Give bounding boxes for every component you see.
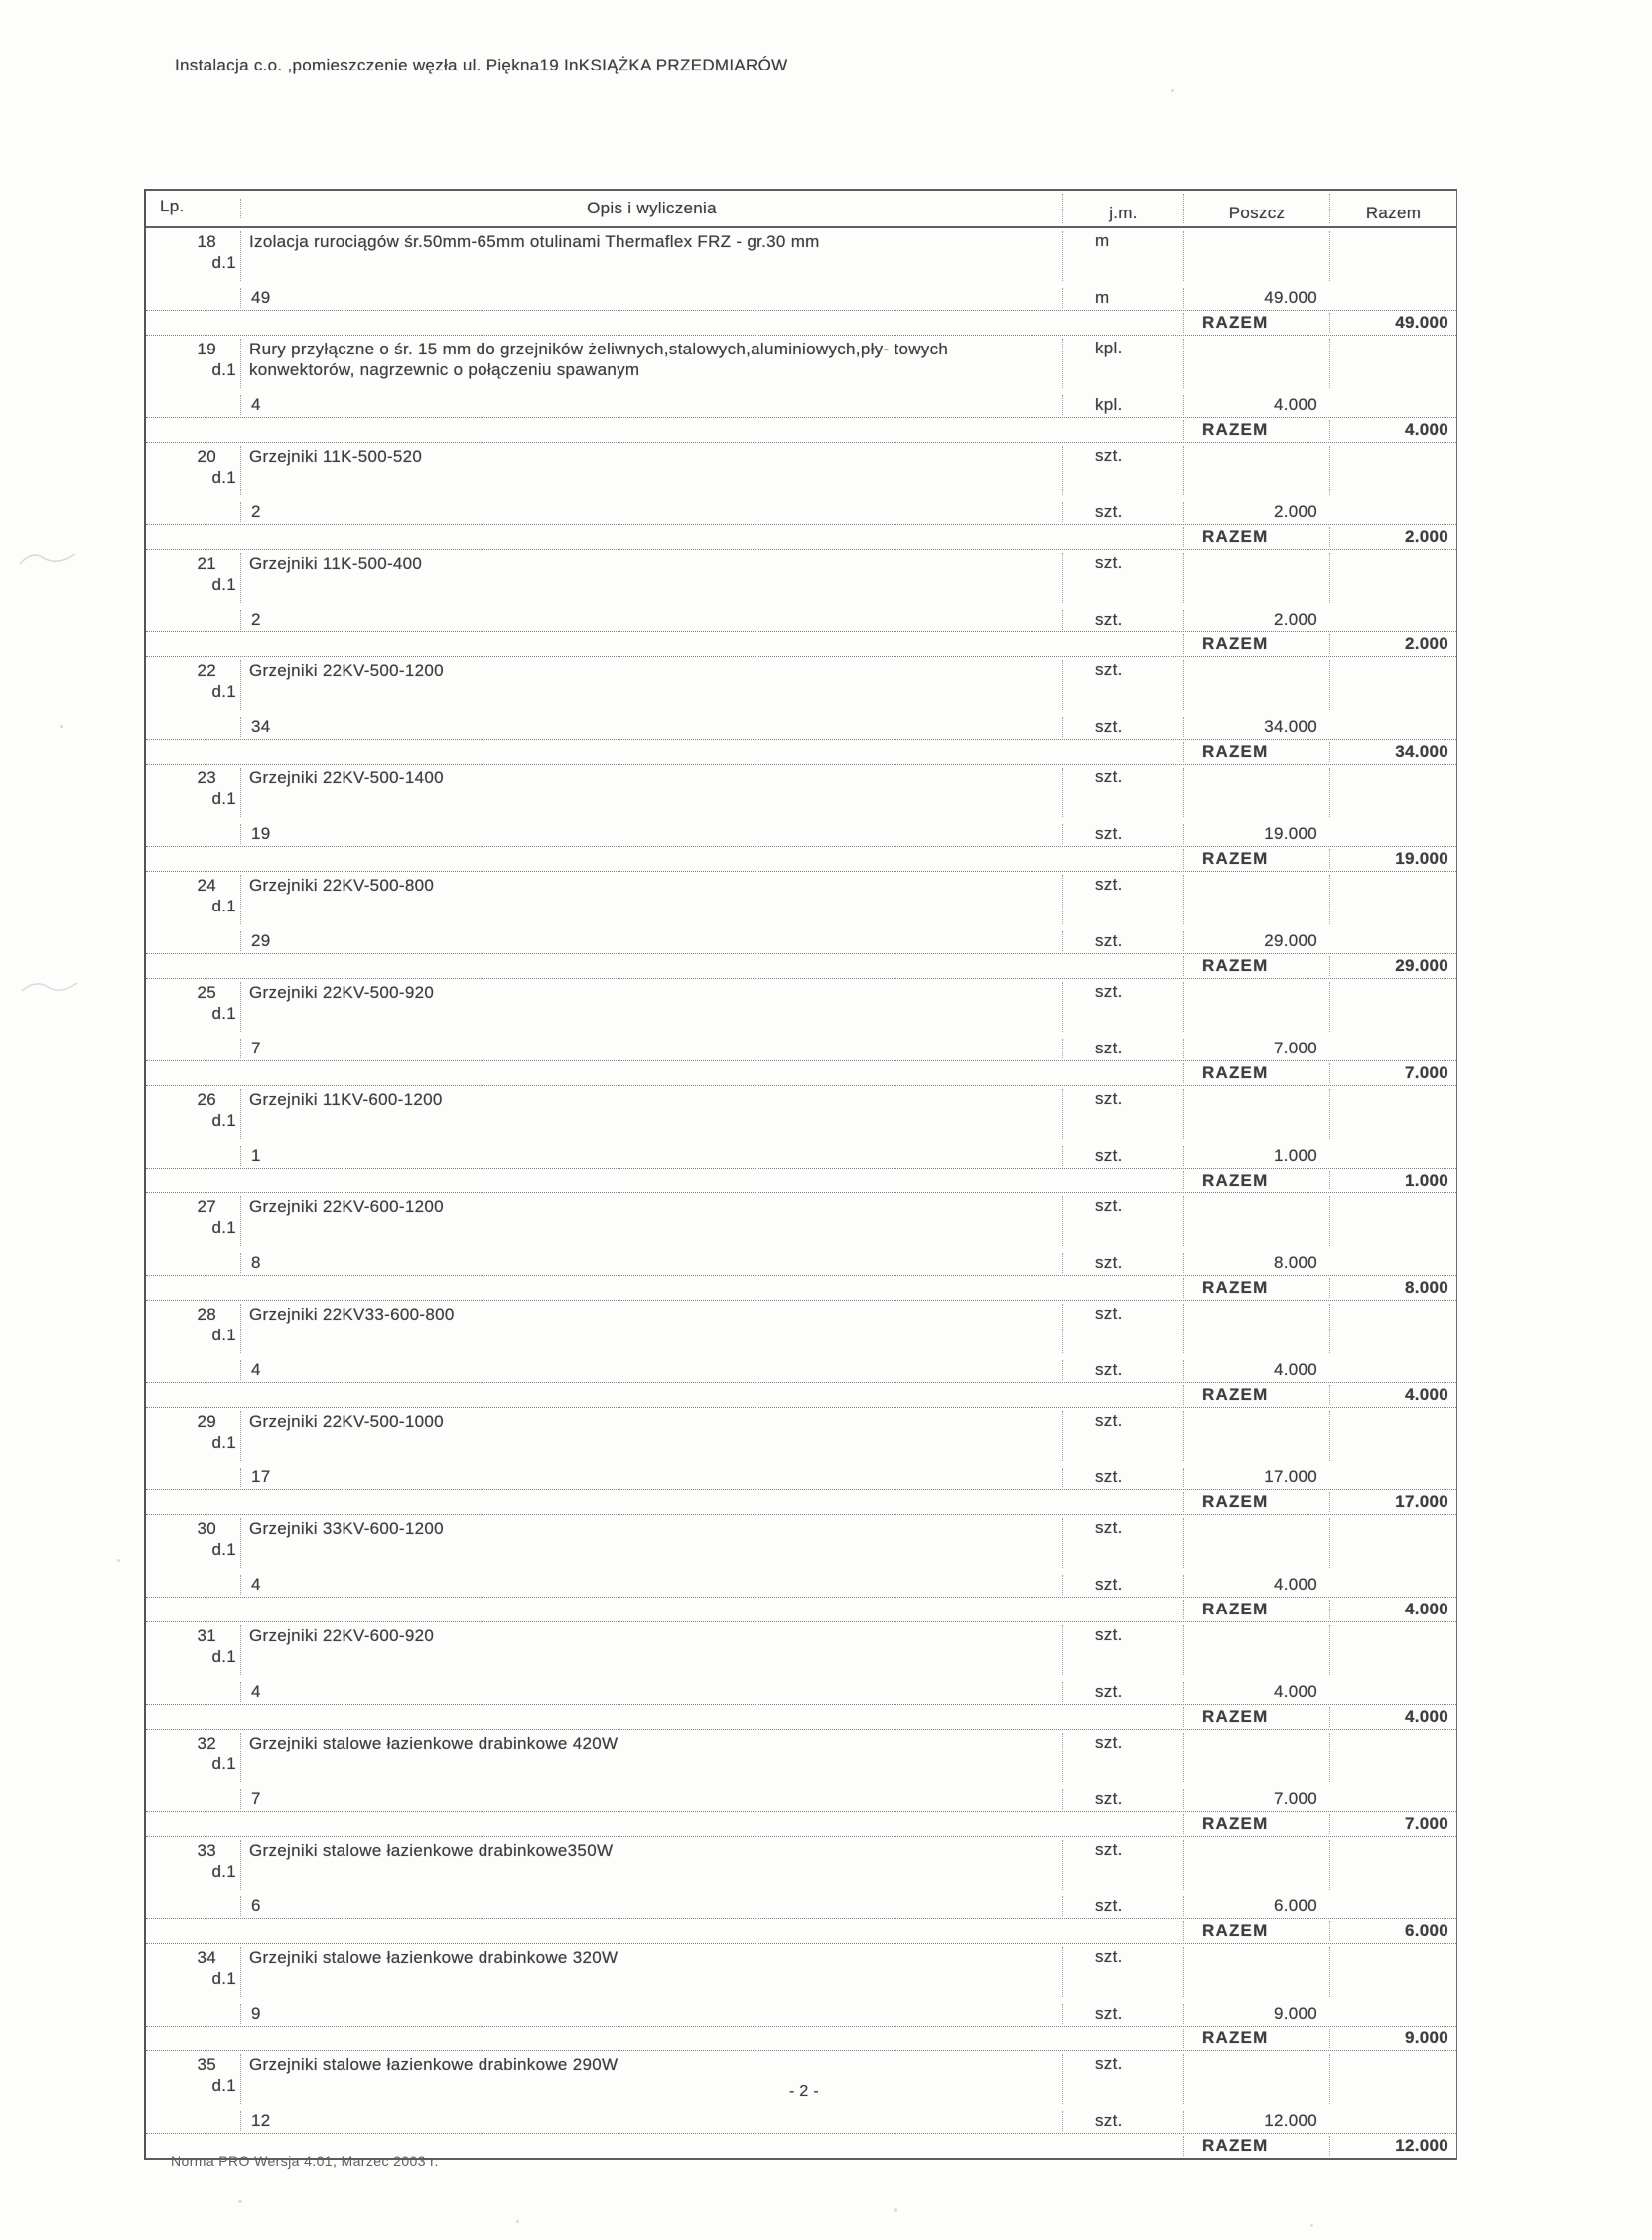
row-poszcz-value: 9.000 [1183,2004,1329,2024]
row-d1: d.1 [211,468,236,487]
row-quantity: 2 [240,610,1062,630]
row-razem-label: RAZEM [1183,1278,1329,1298]
row-quantity: 4 [240,395,1062,415]
table-row [146,1086,1456,1193]
row-d1: d.1 [211,789,236,808]
row-unit: szt. [1062,1196,1183,1246]
col-header-poszcz: Poszcz [1183,194,1329,223]
row-description: Grzejniki stalowe łazienkowe drabinkowe 420W [249,1734,619,1752]
row-unit-repeat: szt. [1062,610,1183,630]
row-lp: 33 [197,1841,216,1860]
row-razem-label: RAZEM [1183,849,1329,869]
row-razem-value: 2.000 [1329,634,1456,654]
row-lp: 20 [197,447,216,466]
table-row [146,550,1456,657]
row-quantity: 29 [240,931,1062,951]
row-poszcz-value: 7.000 [1183,1039,1329,1058]
row-razem-label: RAZEM [1183,956,1329,976]
scan-artifact [117,1559,120,1562]
row-razem-value: 4.000 [1329,1385,1456,1405]
row-razem-label: RAZEM [1183,527,1329,547]
table-body [146,228,1456,2158]
row-poszcz-value: 29.000 [1183,931,1329,951]
row-d1: d.1 [211,1111,236,1130]
scan-artifact [238,2200,242,2203]
row-quantity: 4 [240,1682,1062,1702]
row-lp: 31 [197,1626,216,1645]
scan-artifact [18,971,89,1001]
row-unit: szt. [1062,1625,1183,1675]
row-unit: szt. [1062,1411,1183,1461]
page-number: - 2 - [789,2083,819,2100]
row-lp: 21 [197,554,216,573]
row-lp: 19 [197,340,216,358]
row-razem-value: 4.000 [1329,420,1456,440]
row-quantity: 6 [240,1896,1062,1916]
row-d1: d.1 [211,360,236,379]
row-unit: szt. [1062,1733,1183,1782]
row-d1: d.1 [211,253,236,272]
row-razem-value: 12.000 [1329,2136,1456,2156]
przedmiar-table [144,189,1457,2160]
row-description: Izolacja rurociągów śr.50mm-65mm otulinami Thermaflex FRZ - gr.30 mm [249,232,820,251]
row-description: Grzejniki 22KV-500-1000 [249,1412,444,1431]
row-unit: szt. [1062,1304,1183,1353]
row-razem-label: RAZEM [1183,420,1329,440]
row-unit-repeat: szt. [1062,1360,1183,1380]
row-lp: 35 [197,2055,216,2074]
row-lp: 28 [197,1305,216,1324]
row-description: Grzejniki 11K-500-520 [249,447,423,466]
row-razem-value: 6.000 [1329,1921,1456,1941]
row-unit: szt. [1062,1840,1183,1890]
row-unit-repeat: szt. [1062,1682,1183,1702]
row-unit-repeat: szt. [1062,1896,1183,1916]
col-header-lp: Lp. [160,197,185,215]
row-unit: szt. [1062,446,1183,495]
row-d1: d.1 [211,1647,236,1666]
table-row [146,1301,1456,1408]
row-quantity: 2 [240,502,1062,522]
footer-note: Norma PRO Wersja 4.01, Marzec 2003 r. [171,2153,439,2169]
row-unit-repeat: kpl. [1062,395,1183,415]
row-unit-repeat: szt. [1062,1468,1183,1487]
table-row [146,657,1456,765]
row-unit: szt. [1062,660,1183,710]
row-quantity: 34 [240,717,1062,737]
row-lp: 22 [197,661,216,680]
row-description: Grzejniki stalowe łazienkowe drabinkowe 290W [249,2055,619,2074]
row-razem-label: RAZEM [1183,1921,1329,1941]
table-row [146,2051,1456,2158]
table-row [146,979,1456,1086]
row-poszcz-value: 2.000 [1183,610,1329,630]
row-lp: 29 [197,1412,216,1431]
row-quantity: 1 [240,1146,1062,1166]
row-lp: 26 [197,1090,216,1109]
row-razem-value: 9.000 [1329,2029,1456,2048]
row-description: Grzejniki stalowe łazienkowe drabinkowe 320W [249,1948,619,1967]
row-poszcz-value: 6.000 [1183,1896,1329,1916]
row-description: Grzejniki stalowe łazienkowe drabinkowe350W [249,1841,614,1860]
row-razem-value: 7.000 [1329,1063,1456,1083]
row-poszcz-value: 49.000 [1183,288,1329,308]
table-row [146,765,1456,872]
row-unit: m [1062,231,1183,281]
table-row [146,1622,1456,1730]
row-d1: d.1 [211,1218,236,1237]
row-unit-repeat: szt. [1062,1039,1183,1058]
row-unit: szt. [1062,875,1183,924]
row-poszcz-value: 19.000 [1183,824,1329,844]
row-poszcz-value: 8.000 [1183,1253,1329,1273]
row-razem-value: 7.000 [1329,1814,1456,1834]
table-row [146,1944,1456,2051]
row-description: Grzejniki 11KV-600-1200 [249,1090,443,1109]
row-quantity: 12 [240,2111,1062,2131]
row-description: Grzejniki 22KV-500-800 [249,876,435,895]
scan-artifact [516,2220,519,2223]
row-razem-label: RAZEM [1183,1385,1329,1405]
row-razem-value: 34.000 [1329,742,1456,762]
row-poszcz-value: 4.000 [1183,1360,1329,1380]
table-header-row [146,191,1456,228]
row-unit-repeat: szt. [1062,502,1183,522]
row-d1: d.1 [211,1540,236,1559]
row-razem-value: 17.000 [1329,1492,1456,1512]
col-header-razem: Razem [1329,194,1456,223]
row-d1: d.1 [211,897,236,915]
row-unit: szt. [1062,768,1183,817]
row-poszcz-value: 17.000 [1183,1468,1329,1487]
scan-artifact [894,2208,897,2212]
row-description: Grzejniki 22KV33-600-800 [249,1305,455,1324]
table-row [146,336,1456,443]
row-razem-value: 19.000 [1329,849,1456,869]
row-unit: szt. [1062,1518,1183,1568]
table-row [146,443,1456,550]
row-d1: d.1 [211,1969,236,1988]
row-description: Grzejniki 33KV-600-1200 [249,1519,444,1538]
row-lp: 24 [197,876,216,895]
row-razem-value: 8.000 [1329,1278,1456,1298]
row-unit-repeat: m [1062,288,1183,308]
row-d1: d.1 [211,1754,236,1773]
row-poszcz-value: 7.000 [1183,1789,1329,1809]
row-unit: szt. [1062,2054,1183,2104]
row-unit: szt. [1062,1947,1183,1997]
row-unit-repeat: szt. [1062,1575,1183,1595]
col-header-opis: Opis i wyliczenia [240,199,1062,218]
document-header: Instalacja c.o. ,pomieszczenie węzła ul. Piękna19 InKSIĄŻKA PRZEDMIARÓW [175,56,788,74]
row-unit: szt. [1062,982,1183,1032]
row-d1: d.1 [211,1433,236,1452]
row-d1: d.1 [211,1004,236,1023]
row-quantity: 7 [240,1039,1062,1058]
row-poszcz-value: 4.000 [1183,1682,1329,1702]
row-razem-label: RAZEM [1183,634,1329,654]
row-unit: szt. [1062,553,1183,603]
row-razem-value: 4.000 [1329,1600,1456,1619]
row-quantity: 49 [240,288,1062,308]
row-d1: d.1 [211,1862,236,1881]
table-row [146,1837,1456,1944]
row-unit-repeat: szt. [1062,824,1183,844]
row-description: Grzejniki 22KV-500-1400 [249,769,444,787]
row-razem-value: 29.000 [1329,956,1456,976]
row-description: Grzejniki 22KV-600-1200 [249,1197,444,1216]
row-unit-repeat: szt. [1062,717,1183,737]
row-razem-label: RAZEM [1183,313,1329,333]
row-razem-label: RAZEM [1183,1171,1329,1190]
row-lp: 25 [197,983,216,1002]
row-unit-repeat: szt. [1062,931,1183,951]
row-razem-value: 49.000 [1329,313,1456,333]
table-row [146,1193,1456,1301]
row-quantity: 7 [240,1789,1062,1809]
row-description: Grzejniki 11K-500-400 [249,554,423,573]
row-poszcz-value: 2.000 [1183,502,1329,522]
row-poszcz-value: 1.000 [1183,1146,1329,1166]
row-razem-label: RAZEM [1183,1707,1329,1727]
row-razem-label: RAZEM [1183,742,1329,762]
row-lp: 27 [197,1197,216,1216]
row-unit-repeat: szt. [1062,2111,1183,2131]
row-quantity: 8 [240,1253,1062,1273]
row-quantity: 9 [240,2004,1062,2024]
row-description: Grzejniki 22KV-600-920 [249,1626,435,1645]
row-razem-label: RAZEM [1183,1492,1329,1512]
row-d1: d.1 [211,575,236,594]
row-d1: d.1 [211,682,236,701]
row-unit-repeat: szt. [1062,2004,1183,2024]
row-d1: d.1 [211,1326,236,1344]
row-poszcz-value: 34.000 [1183,717,1329,737]
scan-artifact [16,542,87,572]
row-lp: 30 [197,1519,216,1538]
row-poszcz-value: 12.000 [1183,2111,1329,2131]
scan-artifact [1310,2224,1313,2227]
row-unit-repeat: szt. [1062,1789,1183,1809]
row-razem-label: RAZEM [1183,2136,1329,2156]
row-quantity: 4 [240,1575,1062,1595]
row-razem-value: 4.000 [1329,1707,1456,1727]
row-unit: kpl. [1062,339,1183,388]
row-d1: d.1 [211,2076,236,2095]
table-row [146,1515,1456,1622]
row-unit: szt. [1062,1089,1183,1139]
table-row [146,228,1456,336]
row-lp: 18 [197,232,216,251]
row-lp: 34 [197,1948,216,1967]
row-description: Grzejniki 22KV-500-920 [249,983,435,1002]
row-quantity: 17 [240,1468,1062,1487]
row-description: Rury przyłączne o śr. 15 mm do grzejników żeliwnych,stalowych,aluminiowych,pły- towych konwektorów, nagrzewnic o połączeniu spawanym [249,340,949,379]
row-quantity: 4 [240,1360,1062,1380]
row-razem-label: RAZEM [1183,1814,1329,1834]
scan-artifact [60,725,63,728]
row-lp: 23 [197,769,216,787]
row-razem-label: RAZEM [1183,2029,1329,2048]
row-unit-repeat: szt. [1062,1146,1183,1166]
row-razem-value: 1.000 [1329,1171,1456,1190]
row-quantity: 19 [240,824,1062,844]
row-poszcz-value: 4.000 [1183,395,1329,415]
table-row [146,872,1456,979]
table-row [146,1408,1456,1515]
row-description: Grzejniki 22KV-500-1200 [249,661,444,680]
row-unit-repeat: szt. [1062,1253,1183,1273]
row-razem-value: 2.000 [1329,527,1456,547]
table-row [146,1730,1456,1837]
col-header-jm: j.m. [1062,194,1183,223]
row-lp: 32 [197,1734,216,1752]
row-razem-label: RAZEM [1183,1063,1329,1083]
row-razem-label: RAZEM [1183,1600,1329,1619]
scan-artifact [1171,89,1174,92]
row-poszcz-value: 4.000 [1183,1575,1329,1595]
